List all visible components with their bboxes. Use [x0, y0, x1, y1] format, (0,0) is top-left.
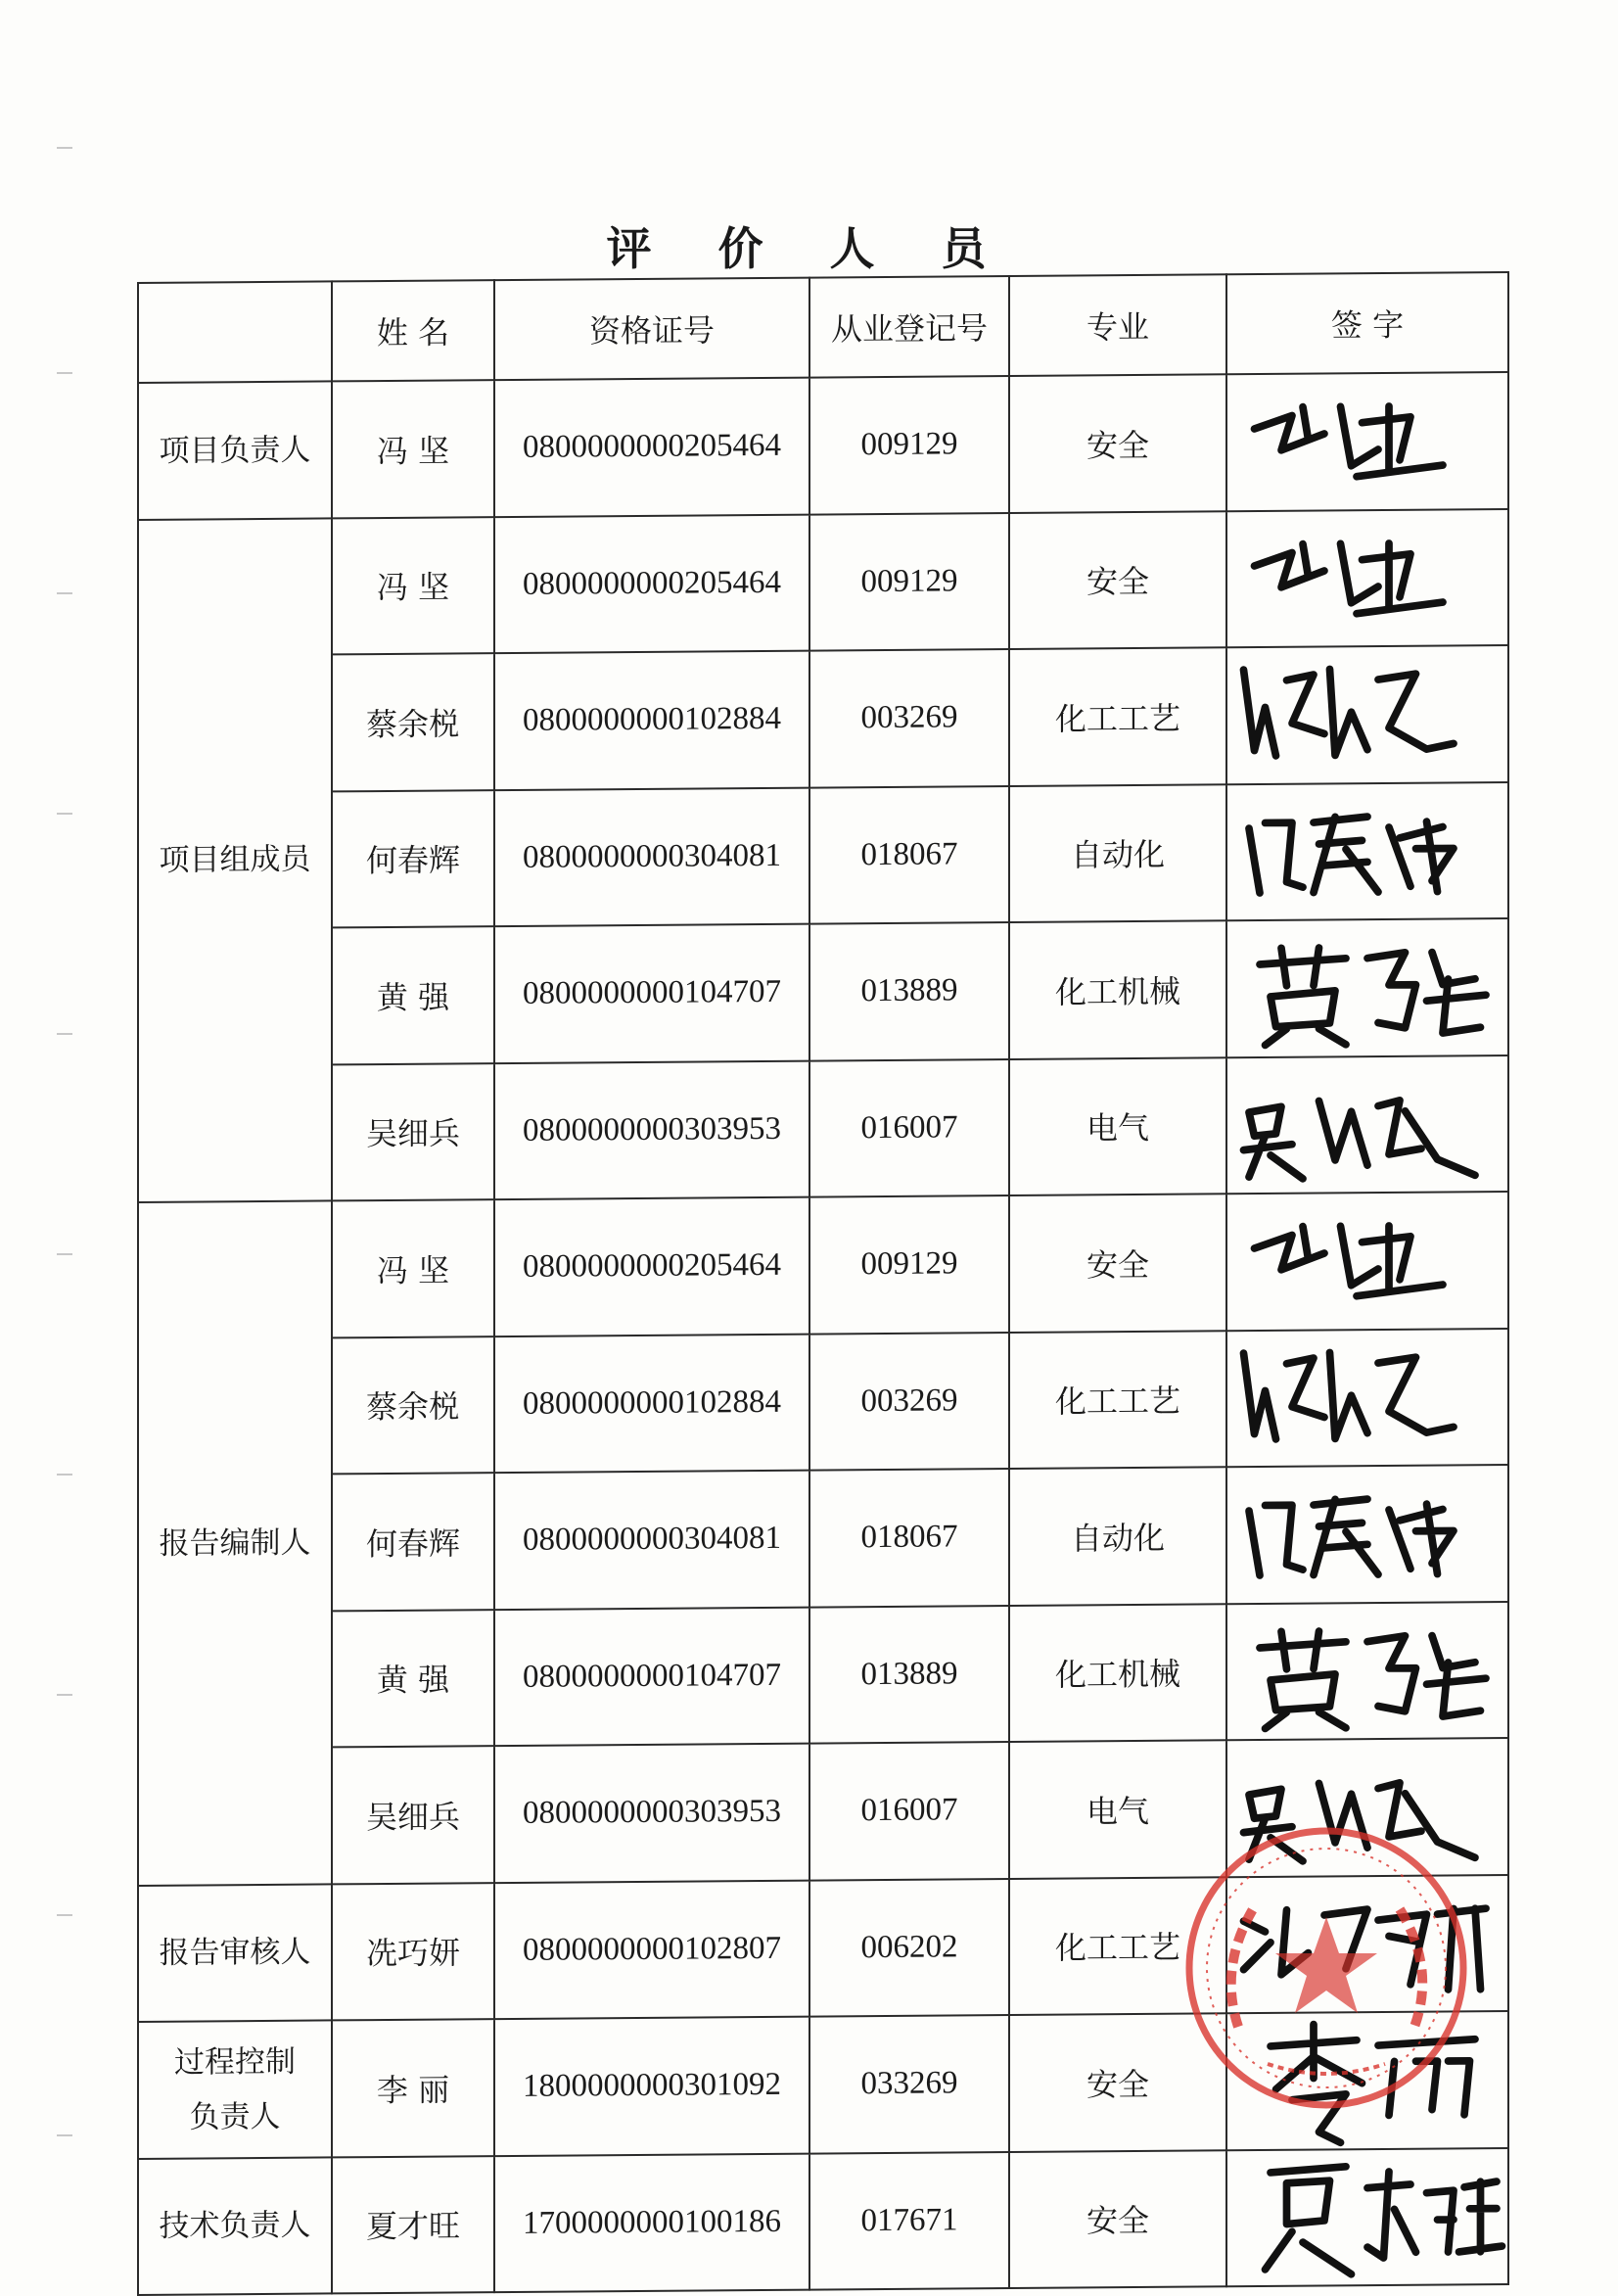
cert-no-cell: 0800000000102884 [494, 1334, 809, 1473]
table-row [138, 781, 1508, 928]
cert-no-cell: 0800000000205464 [494, 1197, 809, 1336]
signature-image [1227, 1466, 1507, 1603]
major-cell: 化工工艺 [1009, 647, 1226, 785]
reg-no-cell: 018067 [809, 1469, 1009, 1607]
reg-no-cell: 016007 [809, 1059, 1009, 1197]
table-row [138, 508, 1508, 655]
header-signature: 签 字 [1226, 272, 1508, 374]
name-cell: 黄 强 [332, 926, 494, 1064]
major-cell: 化工机械 [1009, 1604, 1226, 1742]
name-cell: 蔡余棁 [332, 1336, 494, 1475]
table-row [138, 1465, 1508, 1612]
signature-image [1227, 510, 1507, 647]
major-cell: 化工机械 [1009, 920, 1226, 1058]
name-cell: 吴细兵 [332, 1063, 494, 1201]
major-cell: 安全 [1009, 374, 1226, 512]
major-cell: 电气 [1009, 1057, 1226, 1195]
header-name: 姓 名 [332, 280, 494, 381]
reg-no-cell: 017671 [809, 2152, 1009, 2290]
signature-cell [1226, 781, 1508, 920]
signature-image [1227, 919, 1507, 1056]
role-line: 过程控制 [174, 2043, 296, 2081]
name-cell: 冯 坚 [332, 1199, 494, 1337]
table-row [138, 1192, 1508, 1338]
reg-no-cell: 009129 [809, 376, 1009, 514]
signature-cell [1226, 1328, 1508, 1467]
name-cell: 冼巧妍 [332, 1883, 494, 2021]
signature-cell [1226, 2147, 1508, 2286]
signature-cell [1226, 645, 1508, 784]
role-cell: 技术负责人 [138, 2157, 332, 2295]
role-cell: 报告编制人 [138, 1200, 332, 1885]
major-cell: 安全 [1009, 1194, 1226, 1332]
signature-image [1227, 1330, 1507, 1467]
reg-no-cell: 013889 [809, 1606, 1009, 1744]
table-row [138, 1328, 1508, 1475]
table-row [138, 1601, 1508, 1748]
signature-cell [1226, 372, 1508, 511]
cert-no-cell: 0800000000205464 [494, 514, 809, 653]
name-cell: 何春辉 [332, 790, 494, 928]
table-row [138, 372, 1508, 519]
margin-mark [57, 813, 72, 815]
name-cell: 何春辉 [332, 1473, 494, 1611]
role-cell [138, 2020, 332, 2158]
cert-no-cell: 1700000000100186 [494, 2153, 809, 2292]
cert-no-cell: 0800000000102884 [494, 651, 809, 790]
cert-no-cell: 0800000000304081 [494, 1471, 809, 1610]
major-cell: 化工工艺 [1009, 1331, 1226, 1469]
reg-no-cell: 013889 [809, 922, 1009, 1060]
margin-mark [57, 2134, 72, 2136]
reg-no-cell: 003269 [809, 1333, 1009, 1471]
margin-mark [57, 1253, 72, 1255]
margin-mark [57, 147, 72, 149]
signature-image [1227, 1603, 1507, 1740]
signature-image [1227, 646, 1507, 783]
header-role [138, 281, 332, 383]
official-seal [1179, 1821, 1473, 2115]
name-cell: 冯 坚 [332, 517, 494, 655]
role-cell: 报告审核人 [138, 1884, 332, 2022]
personnel-table-sheet [137, 271, 1507, 2246]
reg-no-cell: 006202 [809, 1879, 1009, 2017]
name-cell: 李 丽 [332, 2019, 494, 2157]
signature-image [1227, 373, 1507, 510]
cert-no-cell: 0800000000104707 [494, 924, 809, 1063]
major-cell: 安全 [1009, 2150, 1226, 2288]
header-cert-no: 资格证号 [494, 278, 809, 381]
signature-image [1227, 2149, 1507, 2286]
page-title: 评 价 人 员 [606, 222, 1012, 275]
cert-no-cell: 0800000000304081 [494, 787, 809, 926]
signature-cell [1226, 918, 1508, 1057]
margin-mark [57, 1914, 72, 1916]
name-cell: 冯 坚 [332, 380, 494, 518]
name-cell: 吴细兵 [332, 1746, 494, 1884]
reg-no-cell: 003269 [809, 649, 1009, 787]
header-major: 专业 [1009, 274, 1226, 376]
margin-mark [57, 1033, 72, 1035]
signature-cell [1226, 1054, 1508, 1194]
signature-image [1227, 1193, 1507, 1330]
table-row [138, 918, 1508, 1065]
role-cell: 项目负责人 [138, 381, 332, 519]
header-reg-no: 从业登记号 [809, 276, 1009, 378]
cert-no-cell: 0800000000303953 [494, 1060, 809, 1199]
margin-mark [57, 372, 72, 374]
reg-no-cell: 009129 [809, 513, 1009, 651]
name-cell: 蔡余棁 [332, 653, 494, 791]
role-cell: 项目组成员 [138, 518, 332, 1202]
cert-no-cell: 0800000000205464 [494, 378, 809, 517]
table-row [138, 2147, 1508, 2294]
signature-cell [1226, 508, 1508, 647]
major-cell: 自动化 [1009, 1467, 1226, 1605]
role-line: 负责人 [189, 2098, 281, 2135]
table-row [138, 1054, 1508, 1201]
table-header-row [138, 272, 1508, 383]
margin-mark [57, 1474, 72, 1476]
reg-no-cell: 018067 [809, 786, 1009, 924]
reg-no-cell: 009129 [809, 1195, 1009, 1334]
cert-no-cell: 0800000000303953 [494, 1744, 809, 1883]
cert-no-cell: 0800000000104707 [494, 1607, 809, 1746]
major-cell: 安全 [1009, 511, 1226, 649]
name-cell: 黄 强 [332, 1610, 494, 1748]
cert-no-cell: 0800000000102807 [494, 1880, 809, 2019]
table-row [138, 645, 1508, 792]
reg-no-cell: 033269 [809, 2015, 1009, 2153]
margin-mark [57, 592, 72, 594]
name-cell: 夏才旺 [332, 2156, 494, 2294]
signature-image [1227, 1056, 1507, 1194]
signature-cell [1226, 1465, 1508, 1604]
major-cell: 自动化 [1009, 784, 1226, 922]
reg-no-cell: 016007 [809, 1742, 1009, 1880]
major-cell: 化工工艺 [1009, 1877, 1226, 2015]
signature-cell [1226, 1601, 1508, 1740]
major-cell: 安全 [1009, 2013, 1226, 2151]
cert-no-cell: 1800000000301092 [494, 2017, 809, 2156]
signature-image [1227, 783, 1507, 920]
signature-cell [1226, 1192, 1508, 1331]
margin-mark [57, 1694, 72, 1696]
major-cell: 电气 [1009, 1740, 1226, 1878]
